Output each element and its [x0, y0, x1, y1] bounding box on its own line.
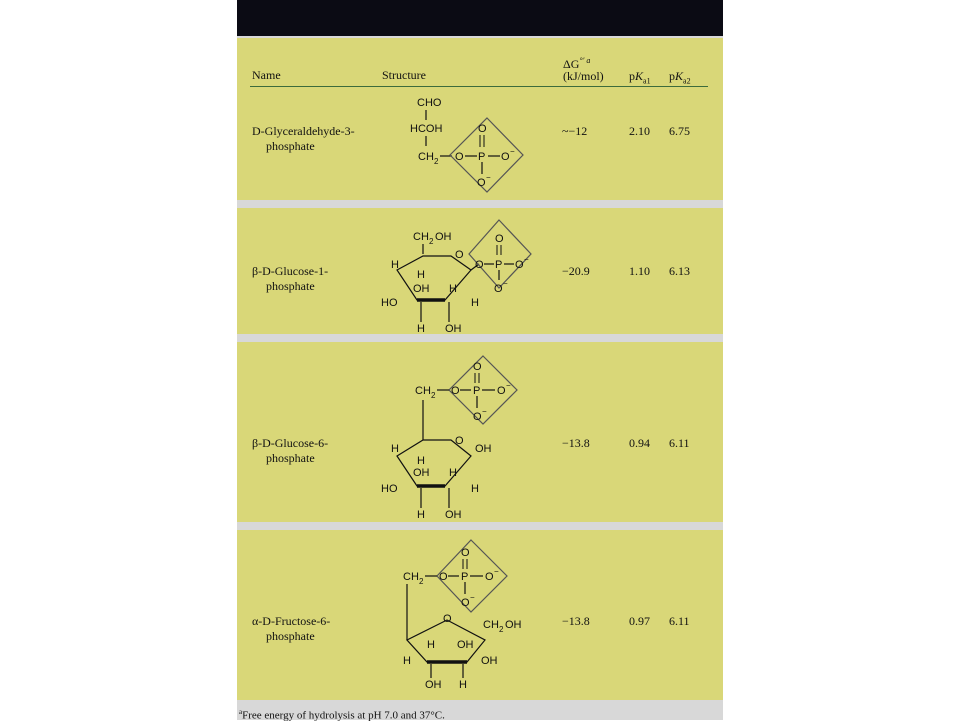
svg-text:O: O — [495, 233, 504, 245]
row-3-name: β-D-Glucose-6- phosphate — [252, 436, 329, 465]
svg-text:H: H — [417, 323, 425, 334]
row-1-pka1: 2.10 — [629, 124, 650, 138]
svg-text:−: − — [494, 567, 499, 576]
svg-text:H: H — [449, 283, 457, 295]
row-3-dg: −13.8 — [562, 436, 590, 450]
svg-text:H: H — [417, 269, 425, 281]
svg-text:O: O — [461, 547, 470, 559]
document-page — [237, 0, 723, 720]
svg-text:O: O — [501, 151, 510, 163]
svg-text:O: O — [515, 259, 524, 271]
table-panel-4 — [237, 530, 723, 700]
svg-text:OH: OH — [457, 639, 474, 651]
svg-text:−: − — [486, 173, 491, 182]
row-4-name: α-D-Fructose-6- phosphate — [252, 614, 331, 643]
svg-text:P: P — [461, 571, 469, 583]
svg-text:2: 2 — [499, 625, 504, 634]
svg-text:OH: OH — [445, 323, 462, 334]
svg-text:O: O — [455, 249, 464, 261]
svg-text:O: O — [455, 435, 464, 447]
row-4-dg: −13.8 — [562, 614, 590, 628]
svg-text:CH: CH — [483, 619, 499, 631]
svg-text:H: H — [391, 259, 399, 271]
svg-text:HO: HO — [381, 483, 398, 495]
svg-text:P: P — [473, 385, 481, 397]
svg-text:−: − — [482, 407, 487, 416]
svg-text:O: O — [473, 361, 482, 373]
svg-text:O: O — [443, 613, 452, 625]
svg-text:2: 2 — [434, 157, 439, 166]
svg-text:CH: CH — [418, 151, 434, 163]
row-2-name: β-D-Glucose-1- phosphate — [252, 264, 329, 293]
svg-text:O: O — [494, 283, 503, 295]
svg-text:2: 2 — [419, 577, 424, 586]
table-panel-2 — [237, 208, 723, 334]
svg-text:HO: HO — [381, 297, 398, 309]
svg-text:2: 2 — [429, 237, 434, 246]
glucose-6-phosphate-structure — [367, 348, 547, 520]
svg-text:−: − — [470, 593, 475, 602]
svg-text:O: O — [477, 177, 486, 189]
svg-text:−: − — [510, 147, 515, 156]
row-4-pka2: 6.11 — [669, 614, 690, 628]
svg-text:H: H — [417, 509, 425, 520]
footnote: $^a$Free energy of hydrolysis at pH 7.0 and 37°C. — [239, 708, 445, 722]
svg-text:CHO: CHO — [417, 97, 442, 109]
svg-text:O: O — [455, 151, 464, 163]
svg-text:H: H — [427, 639, 435, 651]
svg-text:O: O — [461, 597, 470, 609]
svg-text:H: H — [471, 297, 479, 309]
svg-text:OH: OH — [413, 283, 430, 295]
svg-text:O: O — [473, 411, 482, 423]
svg-text:−: − — [506, 381, 511, 390]
svg-text:CH: CH — [403, 571, 419, 583]
svg-text:O: O — [478, 123, 487, 135]
svg-text:H: H — [391, 443, 399, 455]
svg-text:−: − — [524, 255, 529, 264]
svg-text:OH: OH — [481, 655, 498, 667]
svg-text:OH: OH — [505, 619, 522, 631]
svg-text:OH: OH — [435, 231, 452, 243]
row-2-pka2: 6.13 — [669, 264, 690, 278]
row-4-pka1: 0.97 — [629, 614, 650, 628]
table-panel-3 — [237, 342, 723, 522]
svg-text:H: H — [471, 483, 479, 495]
svg-text:P: P — [495, 259, 503, 271]
row-2-pka1: 1.10 — [629, 264, 650, 278]
header-dg: $\Delta G^{^\circ' a}$ — [563, 56, 591, 71]
row-3-pka2: 6.11 — [669, 436, 690, 450]
svg-text:P: P — [478, 151, 486, 163]
row-1-name: D-Glyceraldehyde-3- phosphate — [252, 124, 355, 153]
svg-text:O: O — [497, 385, 506, 397]
svg-text:2: 2 — [431, 391, 436, 400]
svg-text:OH: OH — [425, 679, 442, 691]
svg-text:O: O — [475, 259, 484, 271]
row-2-dg: −20.9 — [562, 264, 590, 278]
svg-text:O: O — [485, 571, 494, 583]
header-rule — [250, 86, 708, 87]
svg-text:OH: OH — [475, 443, 492, 455]
svg-text:HCOH: HCOH — [410, 123, 443, 135]
header-dg-unit: (kJ/mol) — [563, 69, 604, 83]
header-pka2: $pK_{a2}$ — [669, 69, 691, 86]
header-name: Name — [252, 68, 281, 82]
svg-text:H: H — [417, 455, 425, 467]
svg-text:H: H — [403, 655, 411, 667]
svg-text:CH: CH — [415, 385, 431, 397]
svg-text:O: O — [439, 571, 448, 583]
svg-text:O: O — [451, 385, 460, 397]
svg-text:OH: OH — [413, 467, 430, 479]
fructose-6-phosphate-structure — [367, 536, 547, 700]
svg-text:−: − — [503, 279, 508, 288]
row-1-dg: ~−12 — [562, 124, 588, 138]
glucose-1-phosphate-structure — [367, 212, 547, 334]
header-pka1: $pK_{a1}$ — [629, 69, 651, 86]
svg-text:OH: OH — [445, 509, 462, 520]
svg-text:H: H — [459, 679, 467, 691]
header-structure: Structure — [382, 68, 426, 82]
svg-text:H: H — [449, 467, 457, 479]
row-1-pka2: 6.75 — [669, 124, 690, 138]
svg-text:CH: CH — [413, 231, 429, 243]
row-3-pka1: 0.94 — [629, 436, 650, 450]
glyceraldehyde-3-phosphate-structure — [367, 88, 537, 198]
top-bar — [237, 0, 723, 36]
table-panel-1 — [237, 38, 723, 200]
